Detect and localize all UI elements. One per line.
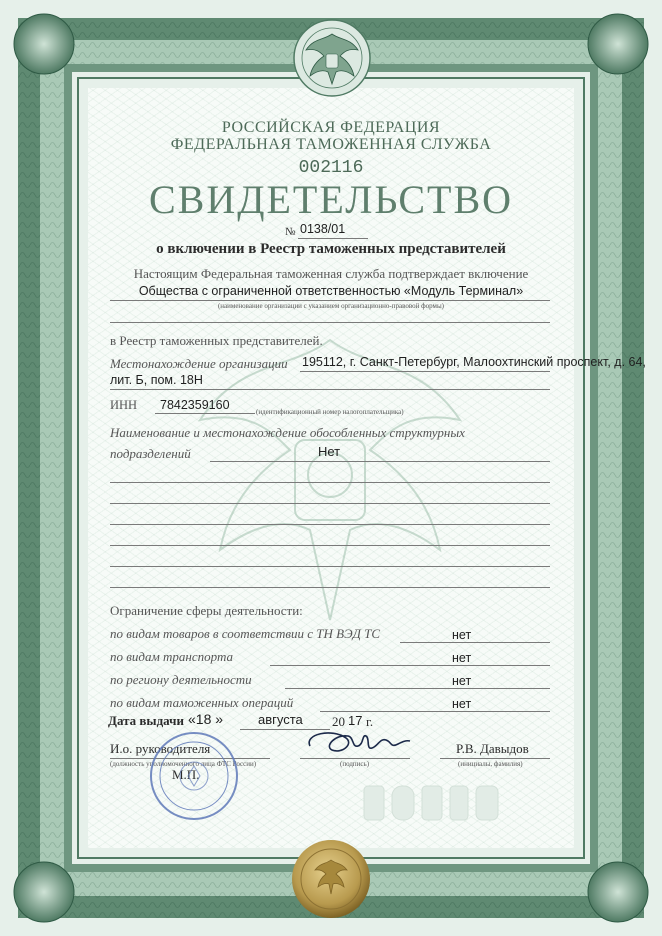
certificate-subtitle: о включении в Реестр таможенных представителей xyxy=(156,241,506,257)
signer-name: Р.В. Давыдов xyxy=(456,741,529,756)
ruled-line xyxy=(110,482,550,483)
restriction-value-region: нет xyxy=(452,674,472,688)
location-value-line-1: 195112, г. Санкт-Петербург, Малоохтинский проспект, д. 64, xyxy=(302,355,646,369)
restriction-value-goods: нет xyxy=(452,628,472,642)
inn-caption: (идентификационный номер налогоплательщика) xyxy=(256,408,404,416)
ruled-line xyxy=(110,524,550,525)
inn-underline xyxy=(155,413,255,414)
branches-underline xyxy=(210,461,550,462)
ruled-line xyxy=(110,503,550,504)
restrictions-title: Ограничение сферы деятельности: xyxy=(110,603,303,618)
document-title: СВИДЕТЕЛЬСТВО xyxy=(148,177,514,222)
branches-label-line-1: Наименование и местонахождение обособленных структурных xyxy=(110,425,465,440)
location-underline-1 xyxy=(300,371,550,372)
signature-underline xyxy=(300,758,410,759)
country-heading: РОССИЙСКАЯ ФЕДЕРАЦИЯ xyxy=(221,119,441,136)
ruled-line xyxy=(110,587,550,588)
issue-date-year-suffix: г. xyxy=(366,714,374,729)
restriction-underline xyxy=(270,665,550,666)
copy-watermark xyxy=(360,776,510,826)
organization-name: Общества с ограниченной ответственностью «Модуль Терминал» xyxy=(138,284,524,298)
ruled-line xyxy=(110,566,550,567)
signer-underline xyxy=(440,758,550,759)
signature-caption: (подпись) xyxy=(340,760,370,768)
org-underline-2 xyxy=(110,322,550,323)
official-round-stamp xyxy=(148,730,240,822)
location-label: Местонахождение организации xyxy=(110,356,288,371)
restriction-label-region: по региону деятельности xyxy=(110,672,252,687)
handwritten-signature xyxy=(302,724,414,760)
head-position-label: И.о. руководителя xyxy=(110,741,211,756)
gold-seal xyxy=(290,838,372,920)
ruled-line xyxy=(110,545,550,546)
restriction-value-transport: нет xyxy=(452,651,472,665)
restriction-label-transport: по видам транспорта xyxy=(110,649,233,664)
agency-heading: ФЕДЕРАЛЬНАЯ ТАМОЖЕННАЯ СЛУЖБА xyxy=(170,136,492,153)
issue-date-label: Дата выдачи xyxy=(108,713,184,728)
restriction-label-operations: по видам таможенных операций xyxy=(110,695,294,710)
restriction-underline xyxy=(320,711,550,712)
restriction-label-goods: по видам товаров в соответствии с ТН ВЭД ТС xyxy=(110,626,381,641)
certificate-number: 0138/01 xyxy=(300,222,346,236)
seal-place-label: М.П. xyxy=(172,767,200,782)
number-prefix: № xyxy=(285,226,296,238)
issue-date-month: августа xyxy=(258,712,303,727)
issue-date-day: «18 » xyxy=(188,711,224,727)
org-underline xyxy=(110,300,550,301)
issue-date-year: 17 xyxy=(348,713,363,728)
inn-value: 7842359160 xyxy=(160,398,230,412)
branches-label-line-2: подразделений xyxy=(110,446,191,461)
registry-text: в Реестр таможенных представителей. xyxy=(110,333,323,348)
org-caption: (наименование организации с указанием организационно-правовой формы) xyxy=(217,302,445,310)
serial-number: 002116 xyxy=(298,158,364,178)
number-underline xyxy=(298,238,368,239)
issue-date-year-prefix: 20 xyxy=(332,714,345,729)
background-eagle-emblem xyxy=(180,300,480,630)
restriction-value-operations: нет xyxy=(452,697,472,711)
confirm-text: Настоящим Федеральная таможенная служба подтверждает включение xyxy=(133,266,529,281)
restriction-underline xyxy=(285,688,550,689)
inn-label: ИНН xyxy=(110,398,138,412)
signer-caption: (инициалы, фамилия) xyxy=(458,760,523,768)
restriction-underline xyxy=(400,642,550,643)
location-underline-2 xyxy=(110,389,550,390)
branches-value: Нет xyxy=(318,444,341,459)
location-value-line-2: лит. Б, пом. 18Н xyxy=(110,373,203,387)
coat-of-arms-emblem xyxy=(292,18,372,98)
head-position-caption: (должность уполномоченного лица ФТС России) xyxy=(110,760,257,768)
